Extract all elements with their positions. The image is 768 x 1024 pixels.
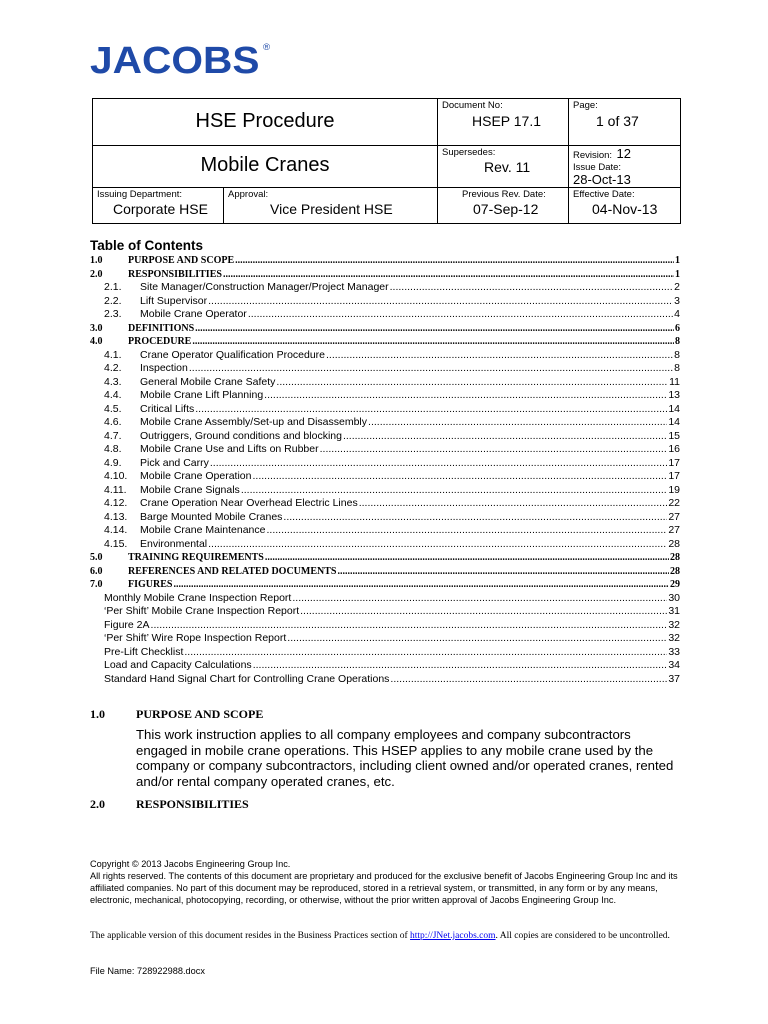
- toc-title: Table of Contents: [90, 238, 203, 253]
- toc-entry[interactable]: 7.0 FIGURES ..... 29: [90, 578, 680, 592]
- toc-entry[interactable]: 4.11. Mobile Crane Signals ..... 19: [90, 484, 680, 498]
- toc-entry[interactable]: Load and Capacity Calculations ..... 34: [90, 659, 680, 673]
- issuing-department-value: Corporate HSE: [113, 201, 208, 217]
- revision-label: Revision:: [573, 150, 613, 161]
- copyright-line: Copyright © 2013 Jacobs Engineering Group Inc.: [90, 859, 291, 869]
- jacobs-logo: [90, 40, 271, 83]
- effective-date-value: 04-Nov-13: [592, 201, 658, 217]
- document-no-cell: [438, 99, 569, 146]
- toc-entry[interactable]: ‘Per Shift’ Wire Rope Inspection Report ..... 32: [90, 632, 680, 646]
- revision-cell: [569, 146, 681, 188]
- revision-value: 12: [616, 146, 631, 161]
- title-cell: [93, 99, 438, 146]
- effective-date-cell: [569, 188, 681, 224]
- page-label: Page:: [573, 100, 598, 111]
- issuing-department-cell: [93, 188, 224, 224]
- approval-value: Vice President HSE: [270, 201, 393, 217]
- toc-entry[interactable]: 4.12. Crane Operation Near Overhead Electric Lines ..... 22: [90, 497, 680, 511]
- toc-entry[interactable]: 4.6. Mobile Crane Assembly/Set-up and Disassembly ..... 14: [90, 416, 680, 430]
- toc-entry[interactable]: 2.2. Lift Supervisor ..... 3: [90, 295, 680, 309]
- document-header-table: [92, 98, 681, 224]
- supersedes-cell: [438, 146, 569, 188]
- previous-rev-date-cell: [438, 188, 569, 224]
- section-1-number: 1.0: [90, 707, 105, 721]
- toc-entry[interactable]: Pre-Lift Checklist ..... 33: [90, 646, 680, 660]
- effective-date-label: Effective Date:: [573, 189, 635, 200]
- table-of-contents: [90, 254, 680, 686]
- version-notice: [90, 930, 685, 942]
- toc-entry[interactable]: 5.0 TRAINING REQUIREMENTS ..... 28: [90, 551, 680, 565]
- toc-entry[interactable]: 4.10. Mobile Crane Operation ..... 17: [90, 470, 680, 484]
- section-2-heading: [90, 797, 249, 812]
- logo-text: JACOBS: [90, 40, 260, 82]
- jnet-link[interactable]: http://JNet.jacobs.com: [410, 931, 496, 941]
- toc-entry[interactable]: 4.5. Critical Lifts ..... 14: [90, 403, 680, 417]
- toc-entry[interactable]: Standard Hand Signal Chart for Controlling Crane Operations ..... 37: [90, 673, 680, 687]
- version-notice-prefix: The applicable version of this document resides in the Business Practices section of: [90, 931, 411, 941]
- toc-entry[interactable]: 4.7. Outriggers, Ground conditions and blocking ..... 15: [90, 430, 680, 444]
- previous-rev-date-value: 07-Sep-12: [473, 201, 539, 217]
- section-1-heading: [90, 707, 263, 722]
- toc-entry[interactable]: ‘Per Shift’ Mobile Crane Inspection Report ..... 31: [90, 605, 680, 619]
- toc-entry[interactable]: 2.0 RESPONSIBILITIES ..... 1: [90, 268, 680, 282]
- toc-entry[interactable]: 1.0 PURPOSE AND SCOPE ..... 1: [90, 254, 680, 268]
- toc-entry[interactable]: 2.1. Site Manager/Construction Manager/Project Manager ..... 2: [90, 281, 680, 295]
- toc-entry[interactable]: Figure 2A ..... 32: [90, 619, 680, 633]
- issuing-department-label: Issuing Department:: [97, 189, 183, 200]
- toc-entry[interactable]: 4.14. Mobile Crane Maintenance ..... 27: [90, 524, 680, 538]
- document-no-label: Document No:: [442, 100, 503, 111]
- procedure-title: HSE Procedure: [195, 110, 335, 132]
- toc-entry[interactable]: Monthly Mobile Crane Inspection Report ..... 30: [90, 592, 680, 606]
- subject-cell: [93, 146, 438, 188]
- toc-entry[interactable]: 4.15. Environmental ..... 28: [90, 538, 680, 552]
- supersedes-value: Rev. 11: [484, 159, 531, 175]
- toc-entry[interactable]: 4.4. Mobile Crane Lift Planning ..... 13: [90, 389, 680, 403]
- toc-entry[interactable]: 4.2. Inspection ..... 8: [90, 362, 680, 376]
- page-cell: [569, 99, 681, 146]
- toc-entry[interactable]: 6.0 REFERENCES AND RELATED DOCUMENTS ..... 28: [90, 565, 680, 579]
- document-no-value: HSEP 17.1: [472, 113, 542, 129]
- issue-date-label: Issue Date:: [573, 162, 622, 173]
- toc-entry[interactable]: 4.8. Mobile Crane Use and Lifts on Rubber ..... 16: [90, 443, 680, 457]
- subject-title: Mobile Cranes: [200, 154, 330, 176]
- section-1-body: This work instruction applies to all company employees and company subcontractors engaged in mobile crane operations. This HSEP applies to any mobile crane used by the company or company subcontractors, including client owned and/or operated cranes, rented and/or rental company operated cranes, etc.: [136, 727, 674, 789]
- section-2-title: RESPONSIBILITIES: [136, 797, 249, 811]
- approval-label: Approval:: [228, 189, 269, 200]
- toc-entry[interactable]: 4.13. Barge Mounted Mobile Cranes ..... 27: [90, 511, 680, 525]
- toc-entry[interactable]: 4.1. Crane Operator Qualification Procedure ..... 8: [90, 349, 680, 363]
- toc-entry[interactable]: 2.3. Mobile Crane Operator ..... 4: [90, 308, 680, 322]
- toc-entry[interactable]: 4.9. Pick and Carry ..... 17: [90, 457, 680, 471]
- toc-entry[interactable]: 4.3. General Mobile Crane Safety ..... 11: [90, 376, 680, 390]
- toc-entry[interactable]: 3.0 DEFINITIONS ..... 6: [90, 322, 680, 336]
- section-1-title: PURPOSE AND SCOPE: [136, 707, 264, 721]
- issue-date-value: 28-Oct-13: [573, 172, 631, 187]
- section-2-number: 2.0: [90, 797, 105, 811]
- copyright-notice: [90, 858, 685, 906]
- previous-rev-date-label: Previous Rev. Date:: [462, 189, 546, 200]
- toc-entry[interactable]: 4.0 PROCEDURE ..... 8: [90, 335, 680, 349]
- page-value: 1 of 37: [596, 113, 639, 129]
- rights-statement: All rights reserved. The contents of this document are proprietary and produced for the exclusive benefit of Jacobs Engineering Group Inc and its affiliated companies. No part of this document may be reproduced, stored in a retrieval system, or transmitted, in any form or by any means, electronic, mechanical, photocopying, recording, or otherwise, without the prior written approval of Jacobs Engineering Group Inc.: [90, 871, 678, 905]
- file-name: File Name: 728922988.docx: [90, 966, 205, 976]
- version-notice-suffix: . All copies are considered to be uncontrolled.: [495, 931, 670, 941]
- supersedes-label: Supersedes:: [442, 147, 496, 158]
- registered-mark: ®: [263, 42, 271, 52]
- approval-cell: [224, 188, 438, 224]
